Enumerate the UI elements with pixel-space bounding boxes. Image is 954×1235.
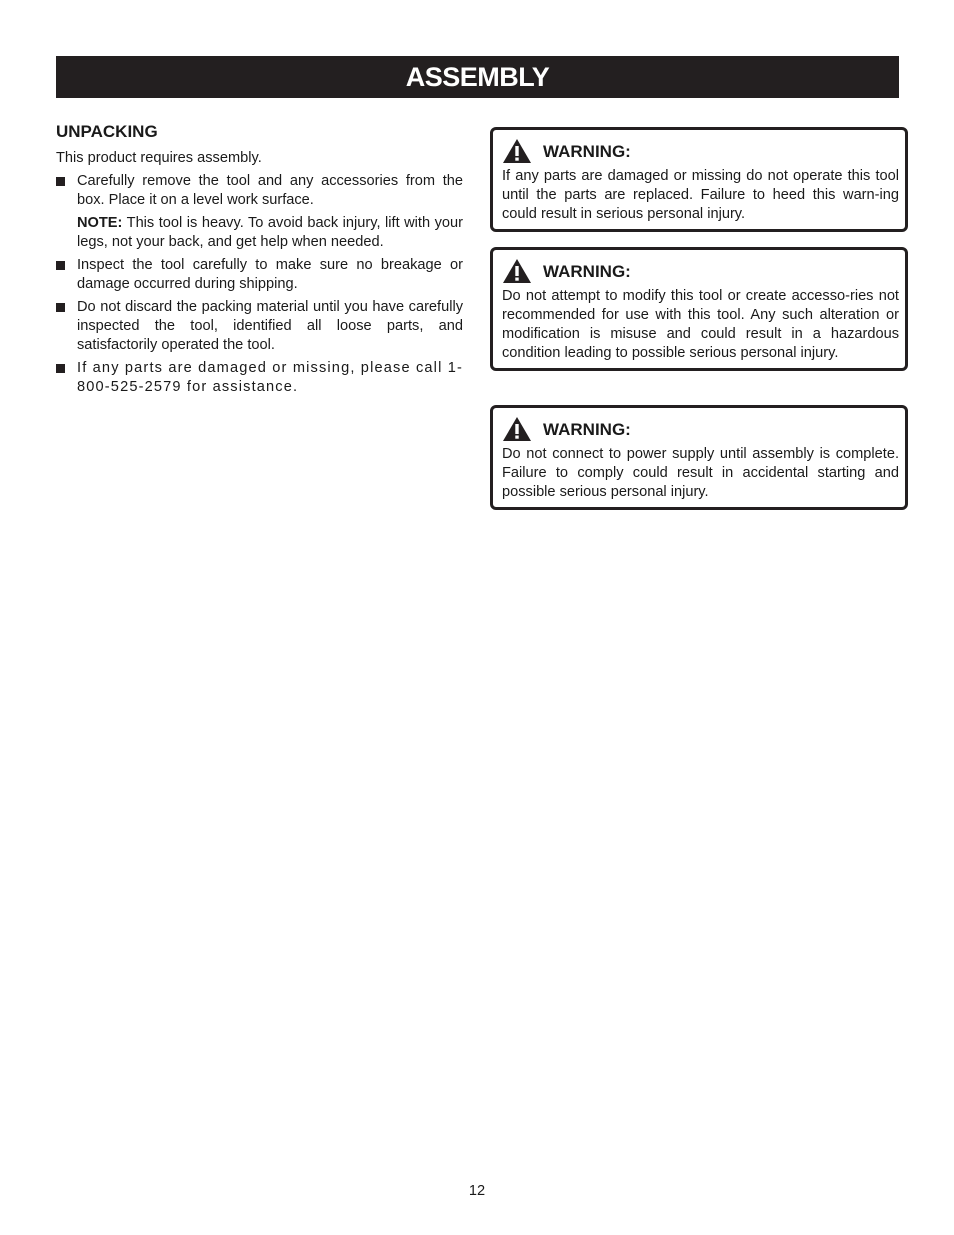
list-item: [56, 359, 463, 397]
list-item: [56, 298, 463, 355]
unpacking-heading: UNPACKING: [56, 122, 158, 141]
list-item: [56, 172, 463, 210]
warning-header: [502, 137, 899, 165]
warning-text: If any parts are damaged or missing do not operate this tool until the parts are replaced. Failure to heed this warn-ing could result in serious personal injury.: [502, 168, 899, 222]
note-label: NOTE:: [77, 215, 123, 231]
unpacking-section: [56, 121, 463, 401]
warning-box: [490, 127, 908, 232]
list-item-text: Do not discard the packing material until you have carefully inspected the tool, identified all loose parts, and satisfactorily operated the tool.: [77, 299, 463, 353]
square-bullet-icon: [56, 177, 65, 186]
square-bullet-icon: [56, 303, 65, 312]
note-paragraph: [56, 214, 463, 252]
list-item-text: Carefully remove the tool and any accessories from the box. Place it on a level work surface.: [77, 173, 463, 208]
warning-title: WARNING:: [543, 141, 631, 161]
warning-header: [502, 415, 899, 443]
warning-box: [490, 247, 908, 371]
warning-box: [490, 405, 908, 510]
square-bullet-icon: [56, 364, 65, 373]
warning-text: Do not connect to power supply until assembly is complete. Failure to comply could result in accidental starting and possible serious personal injury.: [502, 446, 899, 500]
warning-triangle-icon: [502, 258, 532, 284]
square-bullet-icon: [56, 261, 65, 270]
page-number: 12: [468, 1183, 486, 1199]
warning-triangle-icon: [502, 138, 532, 164]
warning-header: [502, 257, 899, 285]
list-item: [56, 256, 463, 294]
note-text: This tool is heavy. To avoid back injury, lift with your legs, not your back, and get help when needed.: [77, 215, 463, 250]
list-item-text: Inspect the tool carefully to make sure no breakage or damage occurred during shipping.: [77, 257, 463, 292]
warning-text: Do not attempt to modify this tool or create accesso-ries not recommended for use with this tool. Any such alteration or modification is misuse and could result in a hazardous condition leading to possible serious personal injury.: [502, 288, 899, 361]
warning-title: WARNING:: [543, 261, 631, 281]
warning-triangle-icon: [502, 416, 532, 442]
unpacking-intro: This product requires assembly.: [56, 150, 262, 166]
section-banner: [56, 56, 899, 98]
warning-title: WARNING:: [543, 419, 631, 439]
list-item-text: If any parts are damaged or missing, please call 1-800-525-2579 for assistance.: [77, 360, 463, 395]
page-title: ASSEMBLY: [405, 61, 550, 92]
